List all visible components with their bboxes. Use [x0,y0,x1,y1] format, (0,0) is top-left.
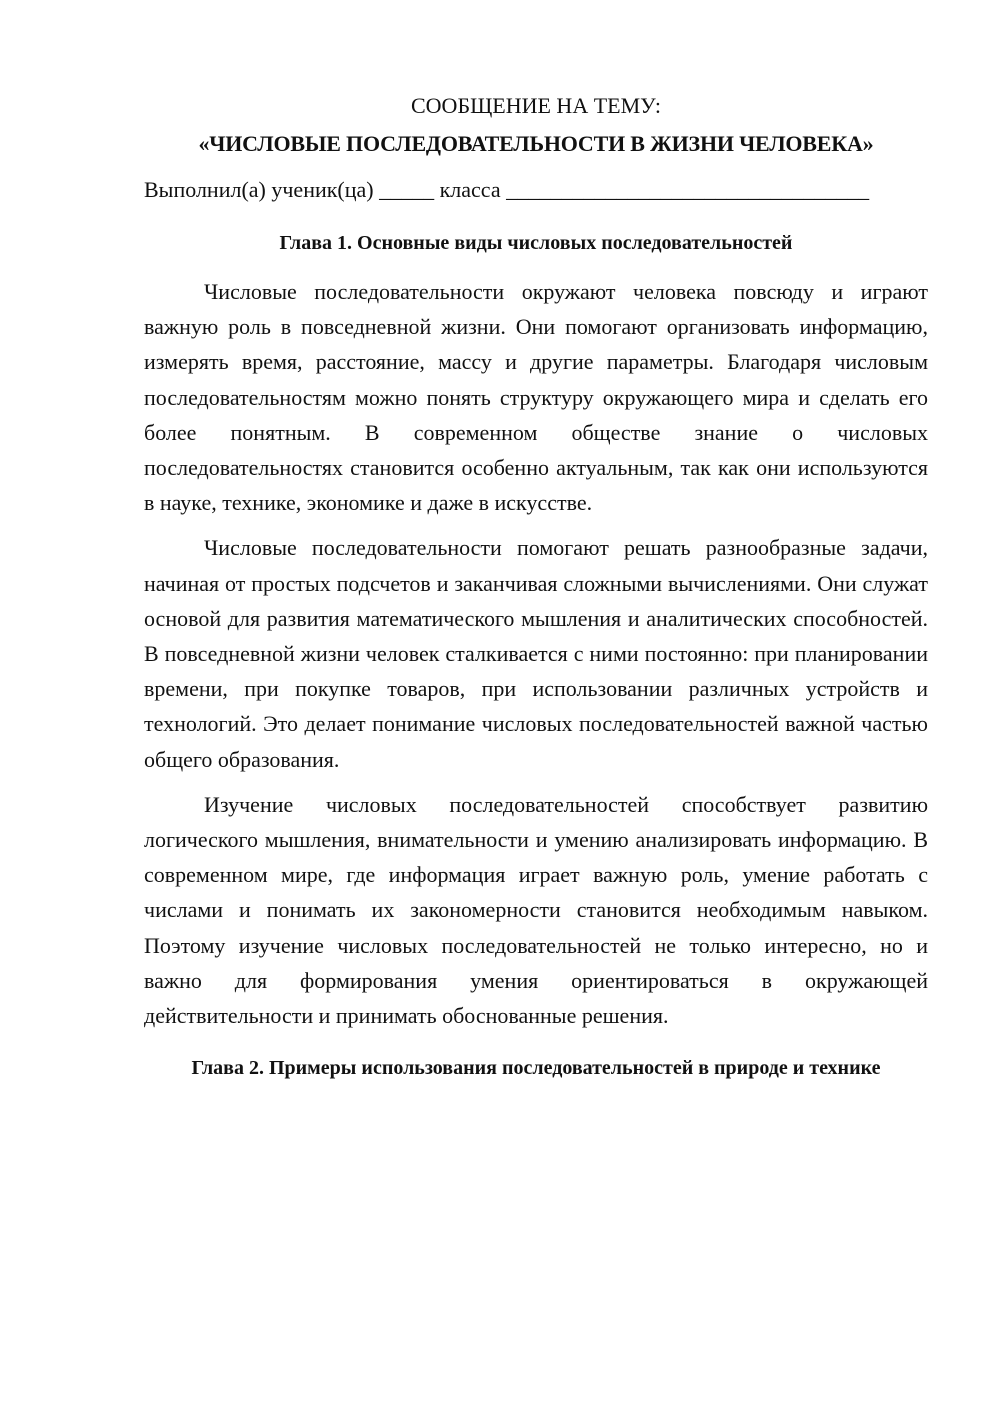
paragraph-3: Изучение числовых последовательностей способствует развитию логического мышления, внимательности и умению анализировать информацию. В современном мире, где информация играет важную роль, умение работать с числами и понимать их закономерности становится необходимым навыком. Поэтому изучение числовых последовательностей не только интересно, но и важно для формирования умения ориентироваться в окружающей действительности и принимать обоснованные решения. [144,791,928,1029]
document-header: СООБЩЕНИЕ НА ТЕМУ: [411,93,661,118]
paragraph-2: Числовые последовательности помогают решать разнообразные задачи, начиная от простых подсчетов и заканчивая сложными вычислениями. Они служат основой для развития математического мышления и аналитических способностей. В повседневной жизни человек сталкивается с ними постоянно: при планировании времени, при покупке товаров, при использовании различных устройств и технологий. Это делает понимание числовых последовательностей важной частью общего образования. [144,535,928,772]
document-page [144,90,928,1085]
author-byline: Выполнил(а) ученик(ца) _____ класса _________________________________ [144,177,870,202]
document-title: «ЧИСЛОВЫЕ ПОСЛЕДОВАТЕЛЬНОСТИ В ЖИЗНИ ЧЕЛОВЕКА» [198,131,874,156]
paragraph-1: Числовые последовательности окружают человека повсюду и играют важную роль в повседневной жизни. Они помогают организовать информацию, измерять время, расстояние, массу и другие параметры. Благодаря числовым последовательностям можно понять структуру окружающего мира и сделать его более понятным. В современном обществе знание о числовых последовательностях становится особенно актуальным, так как они используются в науке, технике, экономике и даже в искусстве. [144,279,928,516]
chapter-2-heading: Глава 2. Примеры использования последовательностей в природе и технике [191,1057,881,1080]
chapter-1-heading: Глава 1. Основные виды числовых последовательностей [279,232,793,254]
